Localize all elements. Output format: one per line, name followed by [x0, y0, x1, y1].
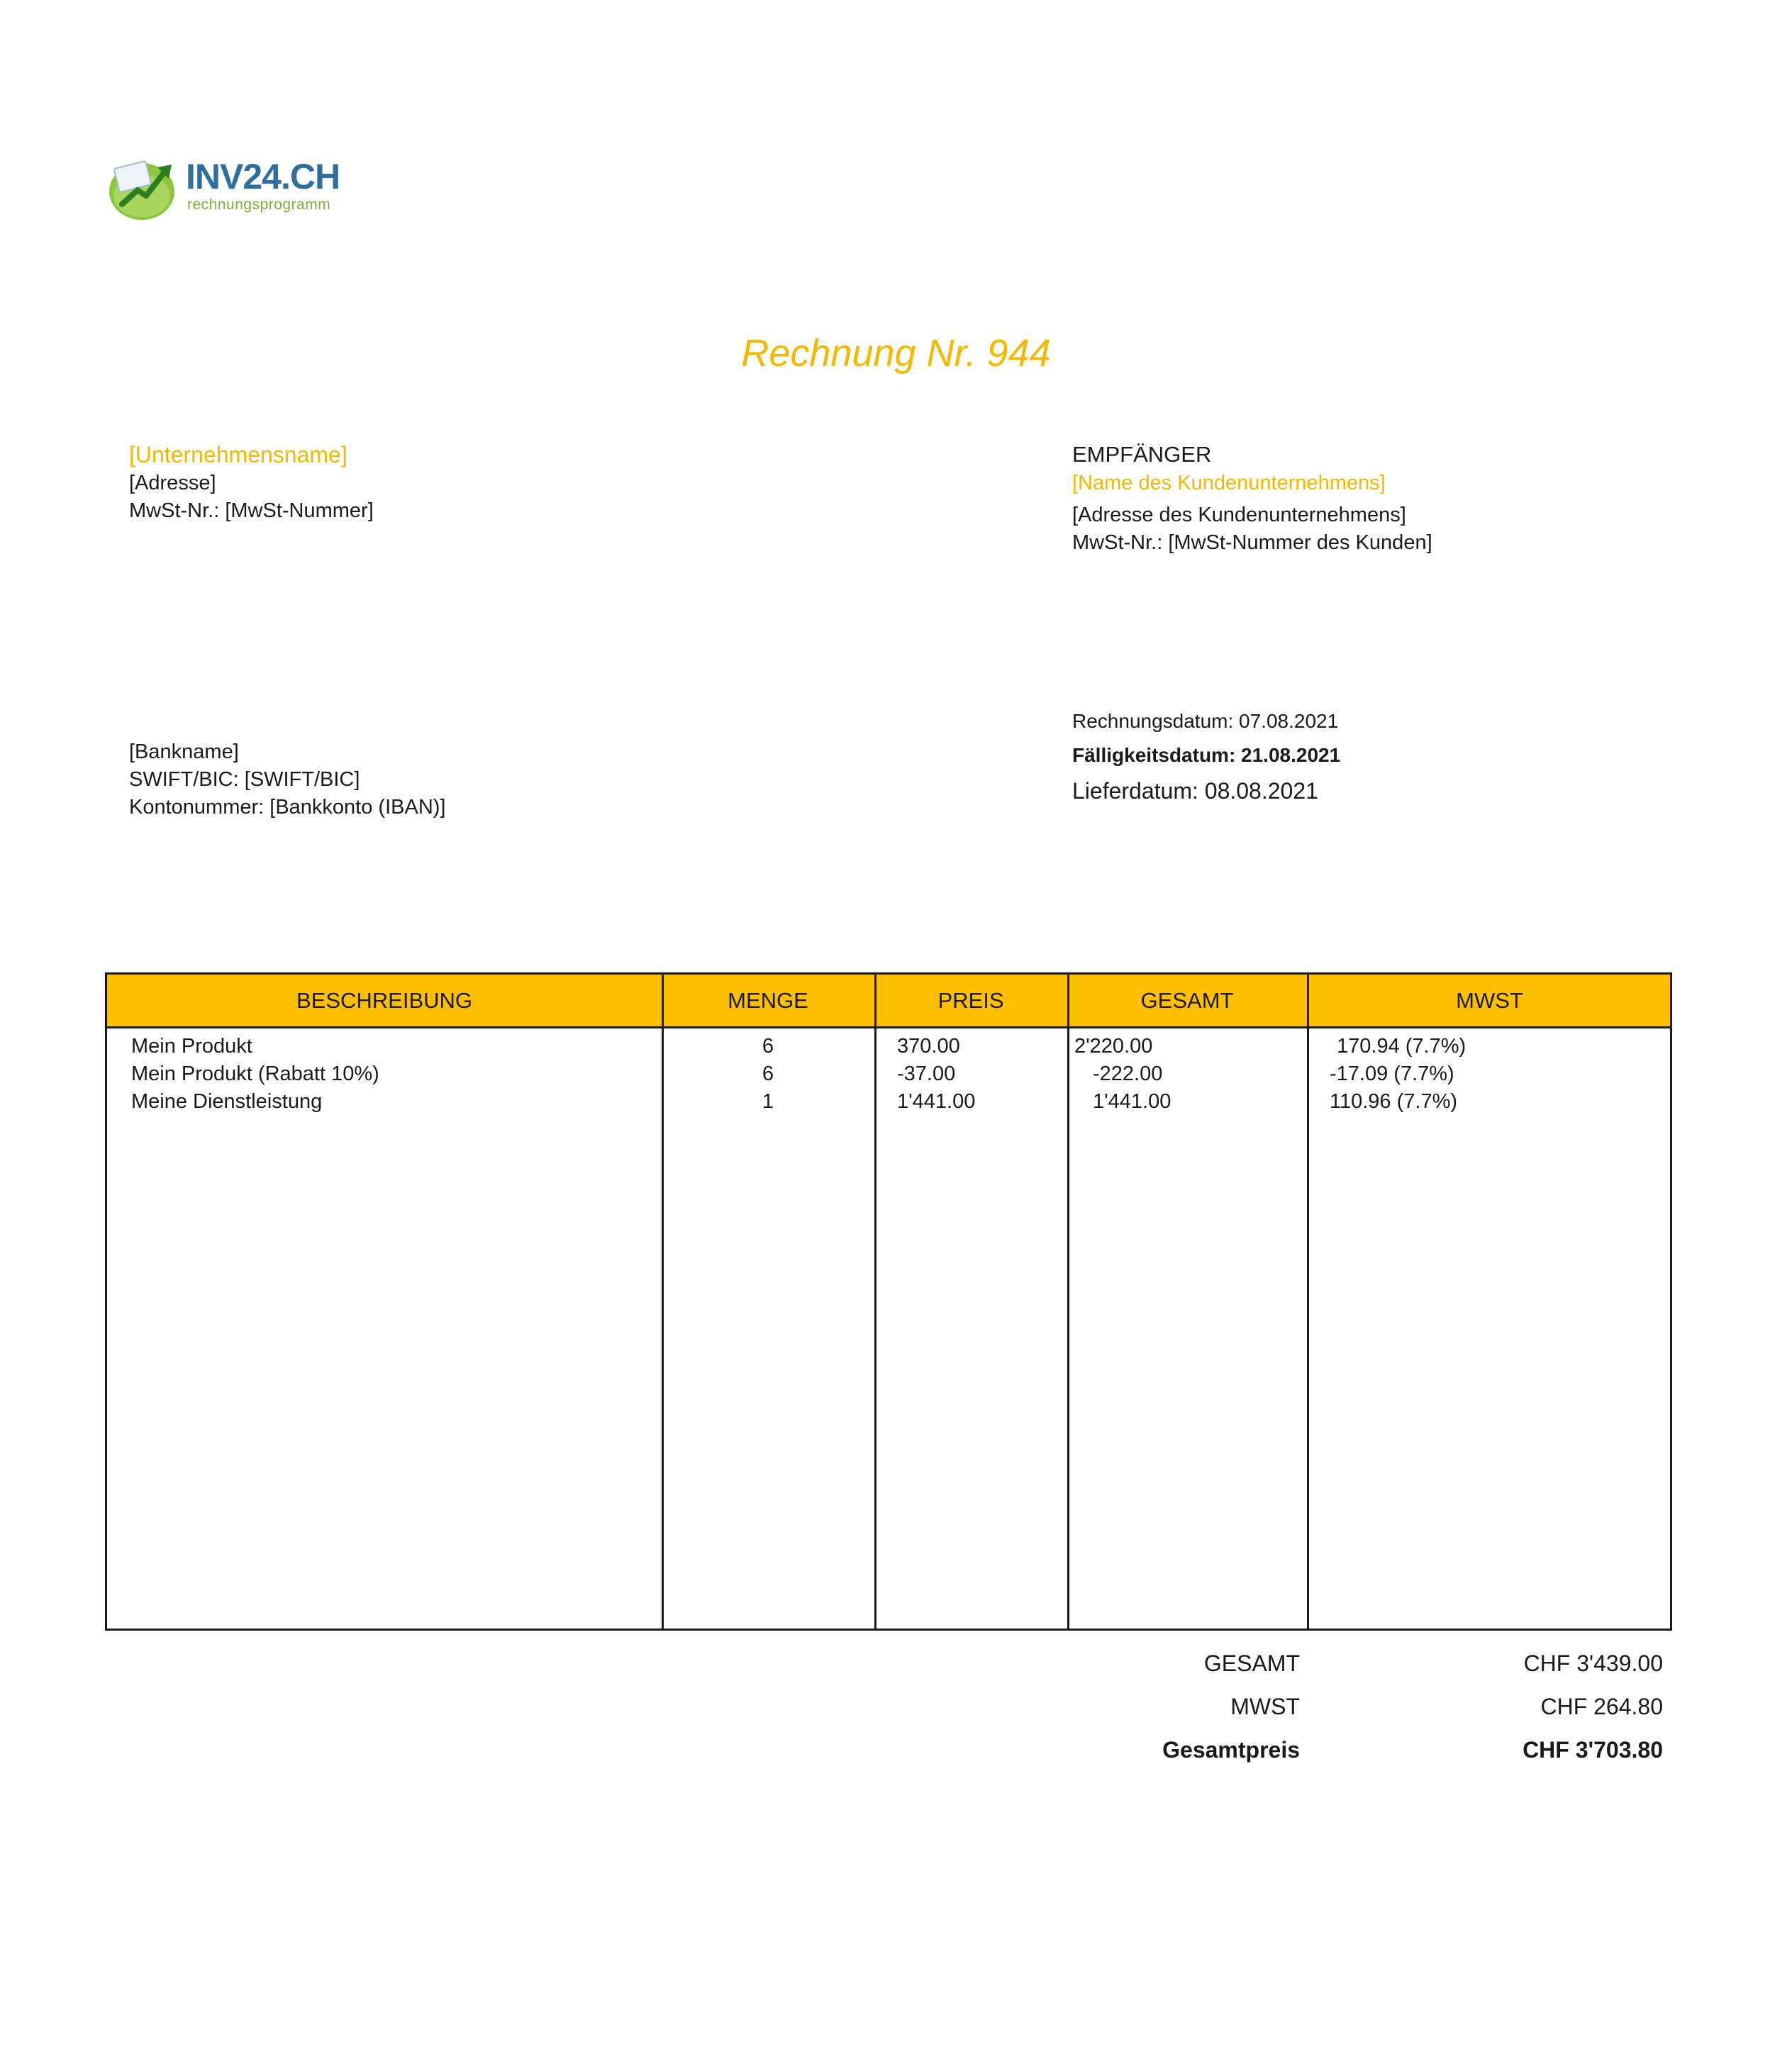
logo-growth-icon — [106, 155, 180, 223]
row-quantity: 6 — [762, 1035, 774, 1058]
invoice-date: Rechnungsdatum: 07.08.2021 — [1072, 710, 1339, 732]
row-quantity: 1 — [762, 1090, 774, 1113]
bank-block — [129, 738, 445, 821]
sender-block — [129, 440, 374, 525]
sender-company: [Unternehmensname] — [129, 442, 347, 467]
logo-name: INV24.CH — [186, 157, 340, 196]
row-vat: 110.96 (7.7%) — [1330, 1090, 1458, 1113]
sender-vat: MwSt-Nr.: [MwSt-Nummer] — [129, 499, 374, 522]
grand-total-row — [1064, 1729, 1663, 1771]
recipient-address: [Adresse des Kundenunternehmens] — [1072, 504, 1406, 526]
row-total: 1'441.00 — [1093, 1090, 1172, 1113]
vat-label: MWST — [1230, 1694, 1300, 1719]
row-description: Meine Dienstleistung — [131, 1090, 323, 1113]
row-total: -222.00 — [1093, 1063, 1163, 1085]
invoice-title: Rechnung Nr. 944 — [741, 332, 1051, 375]
recipient-block — [1072, 440, 1432, 557]
table-row — [107, 1060, 1670, 1088]
due-date: Fälligkeitsdatum: 21.08.2021 — [1072, 744, 1341, 766]
bank-name: [Bankname] — [129, 740, 239, 763]
row-price: 370.00 — [897, 1035, 960, 1058]
recipient-vat: MwSt-Nr.: [MwSt-Nummer des Kunden] — [1072, 531, 1432, 554]
subtotal-label: GESAMT — [1203, 1651, 1300, 1676]
table-row — [107, 1033, 1670, 1060]
row-description: Mein Produkt (Rabatt 10%) — [131, 1063, 379, 1085]
bank-swift: SWIFT/BIC: [SWIFT/BIC] — [129, 768, 360, 791]
table-header — [107, 975, 1670, 1028]
subtotal-value: CHF 3'439.00 — [1523, 1651, 1663, 1676]
row-vat: 170.94 (7.7%) — [1337, 1035, 1467, 1058]
subtotal-row — [1064, 1642, 1663, 1685]
header-price: PREIS — [937, 988, 1004, 1013]
recipient-heading: EMPFÄNGER — [1072, 442, 1212, 467]
row-quantity: 6 — [762, 1063, 774, 1085]
row-vat: -17.09 (7.7%) — [1330, 1063, 1454, 1085]
items-table — [105, 972, 1672, 1631]
header-description: BESCHREIBUNG — [296, 988, 473, 1013]
row-price: 1'441.00 — [897, 1090, 976, 1113]
row-description: Mein Produkt — [131, 1035, 252, 1058]
row-total: 2'220.00 — [1074, 1035, 1153, 1058]
company-logo — [106, 155, 340, 226]
dates-block — [1072, 704, 1340, 809]
vat-row — [1064, 1685, 1663, 1728]
logo-tagline: rechnungsprogramm — [187, 196, 331, 213]
vat-value: CHF 264.80 — [1540, 1694, 1663, 1719]
header-vat: MWST — [1456, 988, 1523, 1013]
table-row — [107, 1088, 1670, 1116]
row-price: -37.00 — [897, 1063, 956, 1085]
header-total: GESAMT — [1140, 988, 1234, 1013]
sender-address: [Adresse] — [129, 472, 216, 494]
recipient-company: [Name des Kundenunternehmens] — [1072, 472, 1386, 494]
grand-total-value: CHF 3'703.80 — [1523, 1737, 1663, 1763]
delivery-date: Lieferdatum: 08.08.2021 — [1072, 778, 1318, 804]
bank-account: Kontonummer: [Bankkonto (IBAN)] — [129, 796, 446, 819]
header-quantity: MENGE — [728, 988, 808, 1013]
grand-total-label: Gesamtpreis — [1162, 1737, 1300, 1763]
